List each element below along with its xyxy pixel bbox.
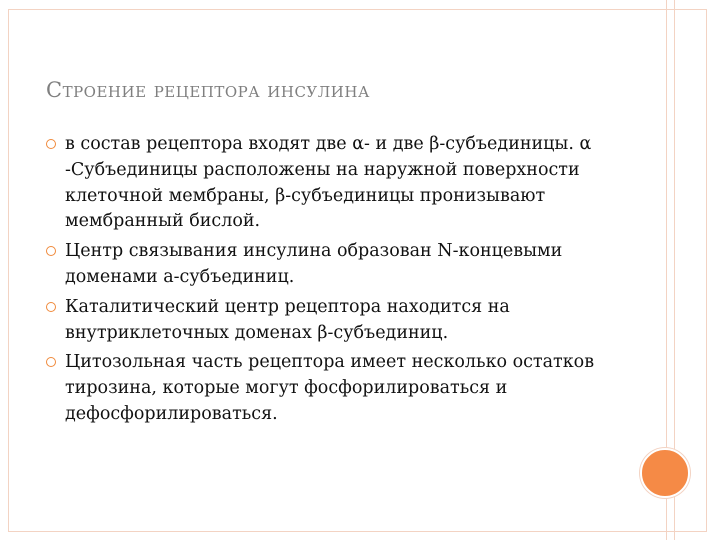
bullet-text: Каталитический центр рецептора находится на внутриклеточных доменах β-субъединиц. — [65, 296, 510, 343]
bullet-text: Цитозольная часть рецептора имеет несколько остатков тирозина, которые могут фосфорилироваться и дефосфорилироваться. — [65, 352, 595, 424]
bullet-item — [46, 132, 606, 235]
bullet-circle-icon — [46, 357, 56, 367]
bullet-circle-icon — [46, 302, 56, 312]
bullet-item — [46, 295, 606, 347]
bullet-item — [46, 239, 606, 291]
bullet-text: в состав рецептора входят две α- и две β-субъединицы. α -Субъединицы расположены на наружной поверхности клеточной мембраны, β-субъединицы пронизывают мембранный бислой. — [65, 134, 592, 232]
bullet-list — [46, 132, 606, 432]
bullet-circle-icon — [46, 139, 56, 149]
bullet-circle-icon — [46, 246, 56, 256]
bullet-text: Центр связывания инсулина образован N-концевыми доменами а-субъединиц. — [65, 241, 563, 287]
slide-title: Строение рецептора инсулина — [46, 78, 370, 102]
decorative-orange-circle — [640, 448, 690, 498]
bullet-item — [46, 350, 606, 427]
